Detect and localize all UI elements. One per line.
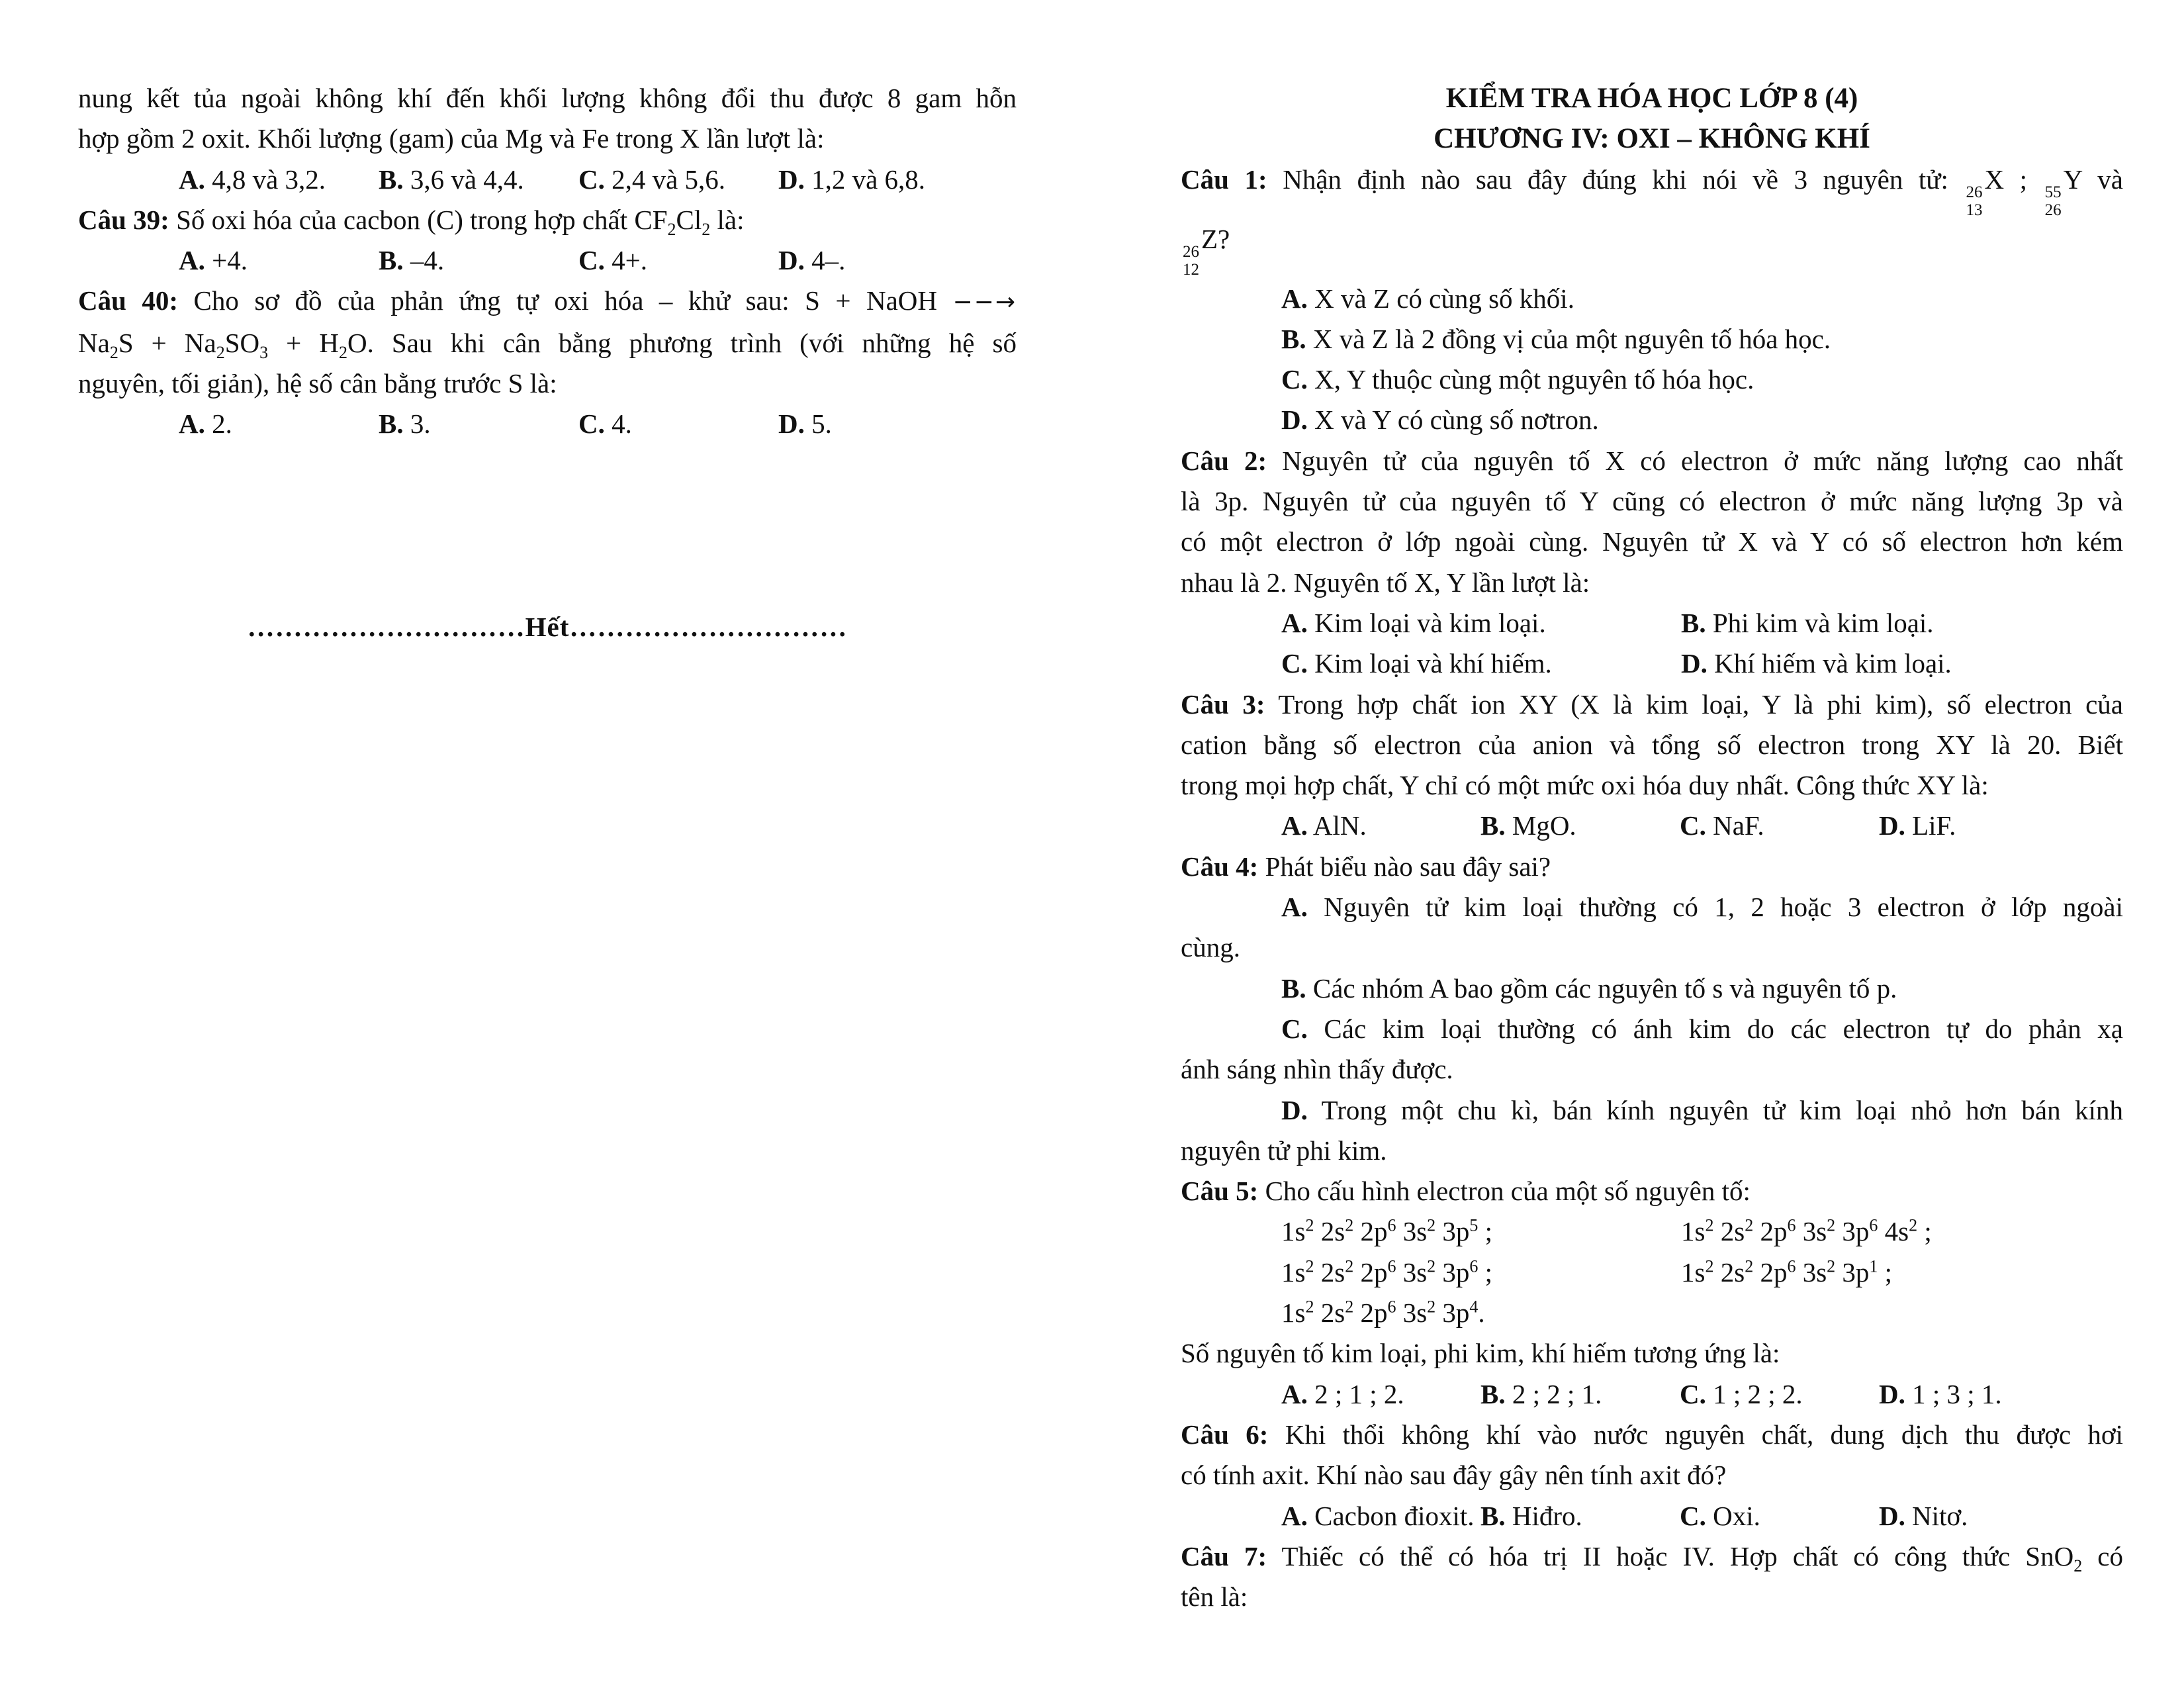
q3-options xyxy=(1181,806,2123,846)
q39-option-a: A. +4. xyxy=(179,245,248,276)
q4-option-a-line2: cùng. xyxy=(1181,932,1240,963)
q1-option-a: A. X và Z có cùng số khối. xyxy=(1281,283,1574,314)
q5-configs-row2 xyxy=(1181,1252,2123,1293)
q2-option-a: A. Kim loại và kim loại. xyxy=(1281,607,1546,638)
q40-stem-line3: nguyên, tối giản), hệ số cân bằng trước S là: xyxy=(78,368,557,399)
q1-stem-line1: Câu 1: Nhận định nào sau đây đúng khi nói về 3 nguyên tử: 26 13 X ; 55 26 Y và xyxy=(1181,164,2123,219)
q6-option-a: A. Cacbon đioxit. xyxy=(1281,1500,1475,1531)
q40-option-b: B. 3. xyxy=(379,408,431,440)
electron-config-5: $1s^2$ $2s^2$ $2p^6$ $3s^2$ $3p^4$. xyxy=(1281,1297,1485,1329)
q1-option-c: C. X, Y thuộc cùng một nguyên tố hóa học. xyxy=(1281,364,1754,395)
q5-option-a: A. 2 ; 1 ; 2. xyxy=(1281,1378,1404,1409)
q7-stem-line1: Câu 7: Thiếc có thể có hóa trị II hoặc IV. Hợp chất có công thức SnO$_2$ có xyxy=(1181,1540,2123,1575)
q4-option-c-line1: C. Các kim loại thường có ánh kim do các electron tự do phản xạ xyxy=(1281,1013,2123,1044)
q4-option-a-line1: A. Nguyên tử kim loại thường có 1, 2 hoặc 3 electron ở lớp ngoài xyxy=(1281,892,2123,923)
q2-stem-line2: là 3p. Nguyên tử của nguyên tố Y cũng có electron ở mức năng lượng 3p và xyxy=(1181,486,2123,517)
electron-config-2: $1s^2$ $2s^2$ $2p^6$ $3s^2$ $3p^6$ $4s^2$ ; xyxy=(1681,1215,1932,1247)
q3-stem-line2: cation bằng số electron của anion và tổng số electron trong XY là 20. Biết xyxy=(1181,729,2123,760)
end-marker: …………………………Hết………………………… xyxy=(247,611,848,642)
q38-intro-line1: nung kết tủa ngoài không khí đến khối lượng không đổi thu được 8 gam hỗn xyxy=(78,83,1017,113)
q6-option-b: B. Hiđro. xyxy=(1480,1500,1582,1531)
q38-option-b: B. 3,6 và 4,4. xyxy=(379,164,524,195)
q38-intro-line2: hợp gồm 2 oxit. Khối lượng (gam) của Mg và Fe trong X lần lượt là: xyxy=(78,123,825,154)
q2-options-row2 xyxy=(1181,643,2123,684)
q5-option-b: B. 2 ; 2 ; 1. xyxy=(1480,1378,1602,1409)
q1-option-d: D. X và Y có cùng số nơtron. xyxy=(1281,404,1599,436)
q39-option-c: C. 4+. xyxy=(578,245,647,276)
q40-option-c: C. 4. xyxy=(578,408,632,440)
q2-option-d: D. Khí hiếm và kim loại. xyxy=(1681,648,1952,679)
q2-option-b: B. Phi kim và kim loại. xyxy=(1681,607,1934,638)
reaction-arrow-icon: −−→ xyxy=(952,289,1017,316)
q6-stem-line2: có tính axit. Khí nào sau đây gây nên tính axit đó? xyxy=(1181,1460,1727,1491)
q6-stem-line1: Câu 6: Khi thổi không khí vào nước nguyên chất, dung dịch thu được hơi xyxy=(1181,1419,2123,1450)
y-nuclide-notation: 55 26 xyxy=(2044,183,2062,219)
q3-option-a: A. AlN. xyxy=(1281,810,1367,841)
q38-option-d: D. 1,2 và 6,8. xyxy=(778,164,926,195)
left-page xyxy=(78,78,1017,647)
q2-stem-line4: nhau là 2. Nguyên tố X, Y lần lượt là: xyxy=(1181,567,1590,598)
q7-stem-line2: tên là: xyxy=(1181,1581,1248,1613)
q40-stem-line2: $Na_2S + Na_2SO_3 + H_2O$. Sau khi cân bằng phương trình (với những hệ số xyxy=(78,327,1017,362)
q5-configs-row1 xyxy=(1181,1211,2123,1252)
chapter-title: CHƯƠNG IV: OXI – KHÔNG KHÍ xyxy=(1433,123,1870,155)
q1-option-b: B. X và Z là 2 đồng vị của một nguyên tố hóa học. xyxy=(1281,323,1831,354)
q38-option-a: A. 4,8 và 3,2. xyxy=(179,164,326,195)
q5-question: Số nguyên tố kim loại, phi kim, khí hiếm tương ứng là: xyxy=(1181,1338,1780,1369)
q4-option-c-line2: ánh sáng nhìn thấy được. xyxy=(1181,1054,1453,1085)
q6-option-c: C. Oxi. xyxy=(1680,1500,1760,1531)
q5-stem: Câu 5: Cho cấu hình electron của một số nguyên tố: xyxy=(1181,1176,1751,1207)
q3-stem-line3: trong mọi hợp chất, Y chỉ có một mức oxi hóa duy nhất. Công thức XY là: xyxy=(1181,770,1989,801)
q6-options xyxy=(1181,1496,2123,1536)
q1-stem-line2: 26 12 Z? xyxy=(1183,223,1230,279)
q40-option-a: A. 2. xyxy=(179,408,232,440)
q38-options xyxy=(78,160,1017,200)
q3-option-b: B. MgO. xyxy=(1480,810,1576,841)
q39-option-b: B. –4. xyxy=(379,245,445,276)
q38-option-c: C. 2,4 và 5,6. xyxy=(578,164,726,195)
q40-options xyxy=(78,404,1017,444)
q5-option-d: D. 1 ; 3 ; 1. xyxy=(1879,1378,2002,1409)
electron-config-3: $1s^2$ $2s^2$ $2p^6$ $3s^2$ $3p^6$ ; xyxy=(1281,1256,1493,1288)
x-nuclide-notation: 26 13 xyxy=(1966,183,1983,219)
right-page xyxy=(1181,78,2123,1617)
q4-option-d-line1: D. Trong một chu kì, bán kính nguyên tử kim loại nhỏ hơn bán kính xyxy=(1281,1094,2123,1125)
q4-option-b: B. Các nhóm A bao gồm các nguyên tố s và nguyên tố p. xyxy=(1281,972,1897,1004)
q2-stem-line3: có một electron ở lớp ngoài cùng. Nguyên tử X và Y có số electron hơn kém xyxy=(1181,526,2123,557)
q5-options xyxy=(1181,1374,2123,1415)
q5-option-c: C. 1 ; 2 ; 2. xyxy=(1680,1378,1803,1409)
electron-config-1: $1s^2$ $2s^2$ $2p^6$ $3s^2$ $3p^5$ ; xyxy=(1281,1215,1493,1247)
exam-title: KIỂM TRA HÓA HỌC LỚP 8 (4) xyxy=(1445,83,1858,114)
q3-stem-line1: Câu 3: Trong hợp chất ion XY (X là kim loại, Y là phi kim), số electron của xyxy=(1181,688,2123,720)
q40-option-d: D. 5. xyxy=(778,408,832,440)
q2-stem-line1: Câu 2: Nguyên tử của nguyên tố X có electron ở mức năng lượng cao nhất xyxy=(1181,445,2123,476)
q2-option-c: C. Kim loại và khí hiếm. xyxy=(1281,648,1552,679)
q6-option-d: D. Nitơ. xyxy=(1879,1500,1968,1531)
q2-options-row1 xyxy=(1181,603,2123,643)
q39-option-d: D. 4–. xyxy=(778,245,846,276)
q5-configs-row3 xyxy=(1181,1293,2123,1333)
q3-option-d: D. LiF. xyxy=(1879,810,1956,841)
q39-stem: Câu 39: Số oxi hóa của cacbon (C) trong hợp chất $CF_2Cl_2$ là: xyxy=(78,204,745,240)
electron-config-4: $1s^2$ $2s^2$ $2p^6$ $3s^2$ $3p^1$ ; xyxy=(1681,1256,1893,1288)
q4-stem: Câu 4: Phát biểu nào sau đây sai? xyxy=(1181,851,1551,882)
q3-option-c: C. NaF. xyxy=(1680,810,1764,841)
q40-stem-line1: Câu 40: Cho sơ đồ của phản ứng tự oxi hóa – khử sau: S + NaOH −−→ xyxy=(78,285,1017,316)
z-nuclide-notation: 26 12 xyxy=(1183,242,1199,279)
q39-options xyxy=(78,240,1017,281)
q4-option-d-line2: nguyên tử phi kim. xyxy=(1181,1135,1387,1166)
